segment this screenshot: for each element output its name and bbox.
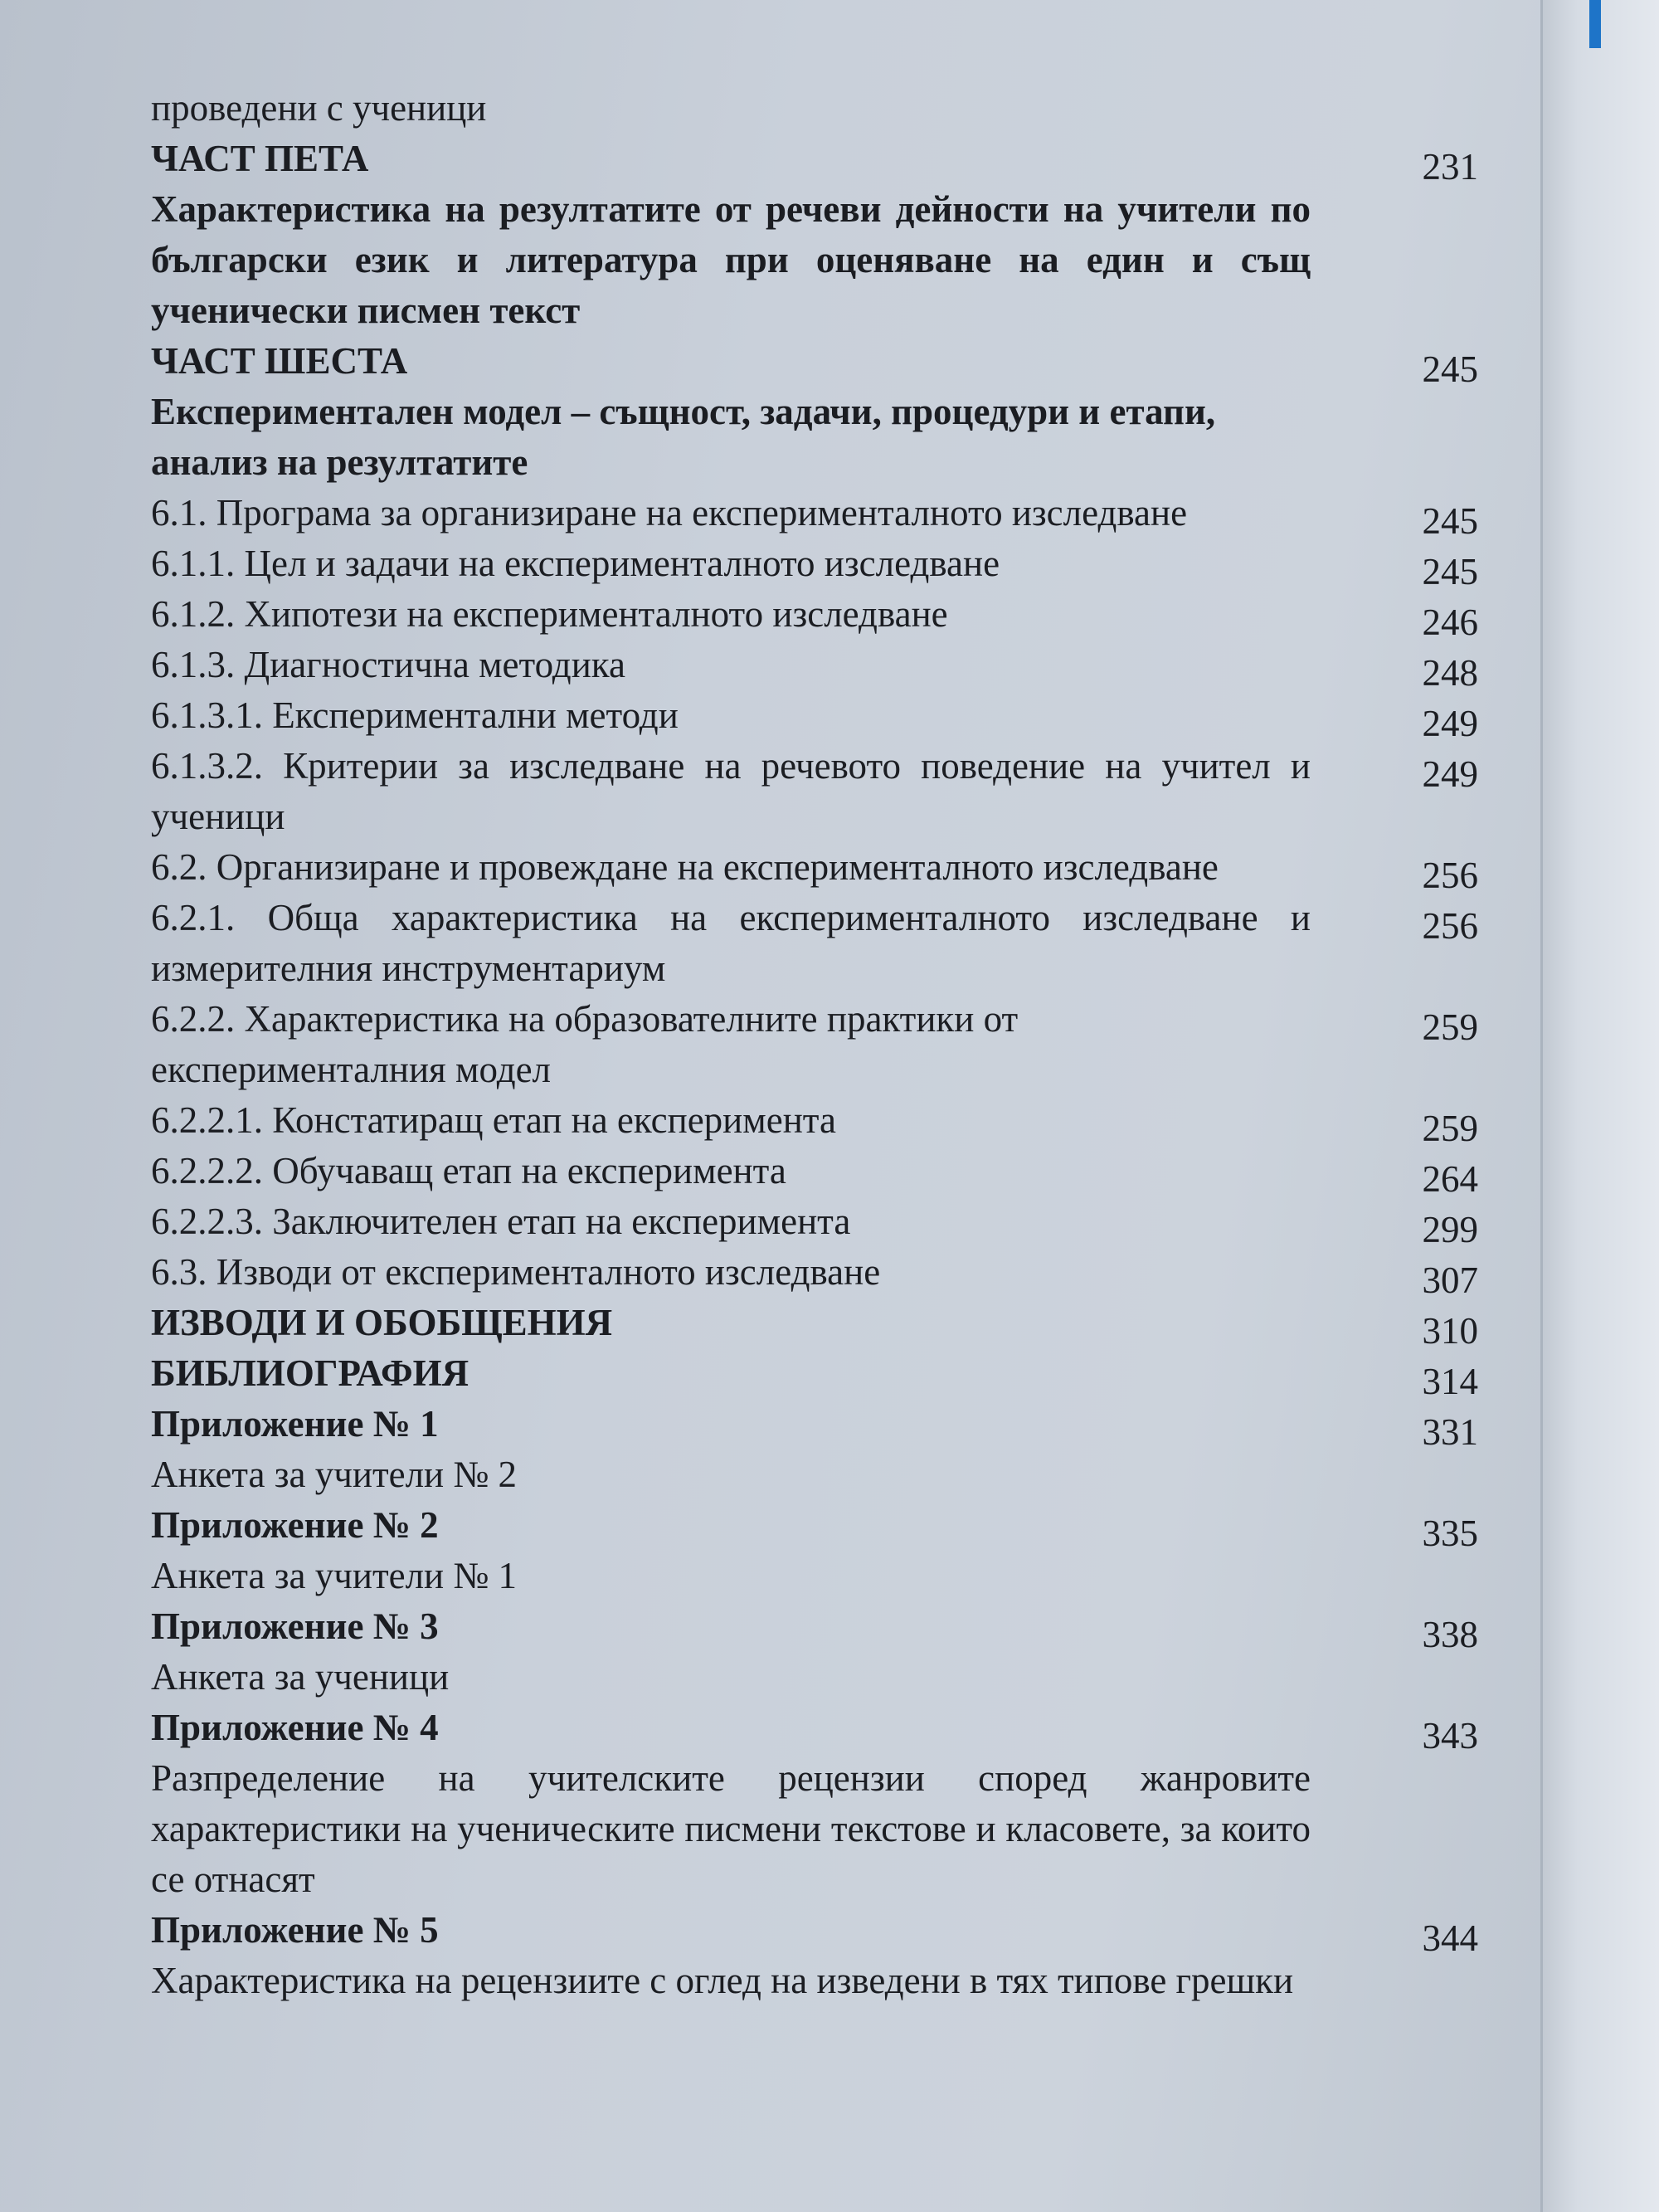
toc-bibliography — [151, 1348, 1478, 1402]
toc-entry-text: 6.2.1. Обща характеристика на експерименталното изследване и измерителния инструментариум — [151, 897, 1311, 989]
toc-entry — [151, 690, 1478, 744]
part5-title: Характеристика на резултатите от речеви дейности на учители по български език и литература при оценяване на един и същ ученически писмен текст — [151, 188, 1311, 331]
toc-entry-page: 246 — [1422, 602, 1478, 643]
toc-entry-text: 6.2.2.2. Обучаващ етап на експеримента — [151, 1150, 786, 1191]
appendix-text: Анкета за учители № 1 — [151, 1555, 518, 1596]
toc-entry — [151, 589, 1478, 643]
toc-entry-page: 248 — [1422, 652, 1478, 694]
toc-part6 — [151, 336, 1478, 488]
toc-entry — [151, 842, 1478, 896]
toc-entry — [151, 1095, 1478, 1149]
toc-entry-text: 6.2.2.3. Заключителен етап на експеримента — [151, 1201, 851, 1242]
toc-entry-text: 6.2.2.1. Констатиращ етап на експеримента — [151, 1099, 836, 1141]
toc-entry-text: 6.2.2. Характеристика на образователните практики от експерименталния модел — [151, 998, 1019, 1090]
toc-continuation — [151, 83, 1478, 134]
appendix-heading: Приложение № 2 — [151, 1504, 439, 1546]
bibliography-page: 314 — [1422, 1361, 1478, 1402]
toc-appendix — [151, 1905, 1478, 2006]
toc-entry-text: 6.2. Организиране и провеждане на експерименталното изследване — [151, 846, 1219, 888]
toc-entry-page: 264 — [1422, 1158, 1478, 1200]
toc-entry-text: 6.1.2. Хипотези на експерименталното изследване — [151, 593, 948, 635]
appendix-text: Характеристика на рецензиите с оглед на изведени в тях типове грешки — [151, 1960, 1294, 2001]
appendix-page: 343 — [1422, 1715, 1478, 1756]
appendix-page: 338 — [1422, 1614, 1478, 1655]
toc-entry-text: 6.1.3.1. Експериментални методи — [151, 694, 679, 736]
toc-entry — [151, 1247, 1478, 1301]
bookmark-tab — [1589, 0, 1601, 48]
appendix-text: Анкета за учители № 2 — [151, 1454, 518, 1495]
part5-heading: ЧАСТ ПЕТА — [151, 138, 369, 179]
appendix-page: 331 — [1422, 1411, 1478, 1453]
bibliography-title: БИБЛИОГРАФИЯ — [151, 1352, 469, 1394]
toc-entry-text: 6.1.3. Диагностична методика — [151, 644, 625, 685]
toc-conclusions — [151, 1298, 1478, 1352]
appendix-text: Анкета за ученици — [151, 1656, 450, 1698]
toc-continuation-text: проведени с ученици — [151, 87, 487, 129]
toc-entry-text: 6.1.1. Цел и задачи на експерименталното изследване — [151, 543, 1000, 584]
toc-appendix — [151, 1703, 1478, 1905]
toc-entry — [151, 1146, 1478, 1200]
toc-entry-text: 6.1.3.2. Критерии за изследване на речевото поведение на учител и ученици — [151, 745, 1311, 837]
table-of-contents — [151, 83, 1478, 2006]
appendix-heading: Приложение № 4 — [151, 1707, 439, 1748]
toc-entry-page: 245 — [1422, 500, 1478, 542]
toc-entry — [151, 538, 1478, 592]
toc-entry — [151, 994, 1478, 1095]
page-edge — [1540, 0, 1659, 2212]
toc-entry — [151, 1196, 1478, 1250]
toc-entry-page: 307 — [1422, 1259, 1478, 1301]
part6-page: 245 — [1422, 348, 1478, 390]
appendix-text: Разпределение на учителските рецензии според жанровите характеристики на ученическите писмени текстове и класовете, за които се отнасят — [151, 1757, 1311, 1900]
part5-page: 231 — [1422, 146, 1478, 188]
toc-entry-page: 249 — [1422, 753, 1478, 795]
toc-entry-text: 6.1. Програма за организиране на експерименталното изследване — [151, 492, 1188, 534]
conclusions-title: ИЗВОДИ И ОБОБЩЕНИЯ — [151, 1302, 613, 1343]
toc-entry-page: 249 — [1422, 703, 1478, 744]
appendix-heading: Приложение № 1 — [151, 1403, 439, 1445]
toc-entry — [151, 488, 1478, 542]
toc-entry-page: 256 — [1422, 905, 1478, 947]
toc-appendix — [151, 1500, 1478, 1601]
toc-entry-page: 299 — [1422, 1209, 1478, 1250]
part6-title: Експериментален модел – същност, задачи, процедури и етапи, анализ на резултатите — [151, 391, 1216, 483]
part6-heading: ЧАСТ ШЕСТА — [151, 340, 408, 382]
toc-entry-page: 245 — [1422, 551, 1478, 592]
toc-entry — [151, 741, 1478, 842]
toc-entry-text: 6.3. Изводи от експерименталното изследване — [151, 1251, 881, 1293]
conclusions-page: 310 — [1422, 1310, 1478, 1352]
toc-appendix — [151, 1601, 1478, 1703]
toc-entry — [151, 640, 1478, 694]
appendix-heading: Приложение № 5 — [151, 1909, 439, 1951]
toc-entry-page: 256 — [1422, 855, 1478, 896]
toc-part5 — [151, 134, 1478, 336]
appendix-heading: Приложение № 3 — [151, 1605, 439, 1647]
toc-entry-page: 259 — [1422, 1006, 1478, 1048]
toc-entry — [151, 893, 1478, 994]
appendix-page: 344 — [1422, 1917, 1478, 1959]
toc-entry-page: 259 — [1422, 1108, 1478, 1149]
appendix-page: 335 — [1422, 1513, 1478, 1554]
toc-appendix — [151, 1399, 1478, 1500]
